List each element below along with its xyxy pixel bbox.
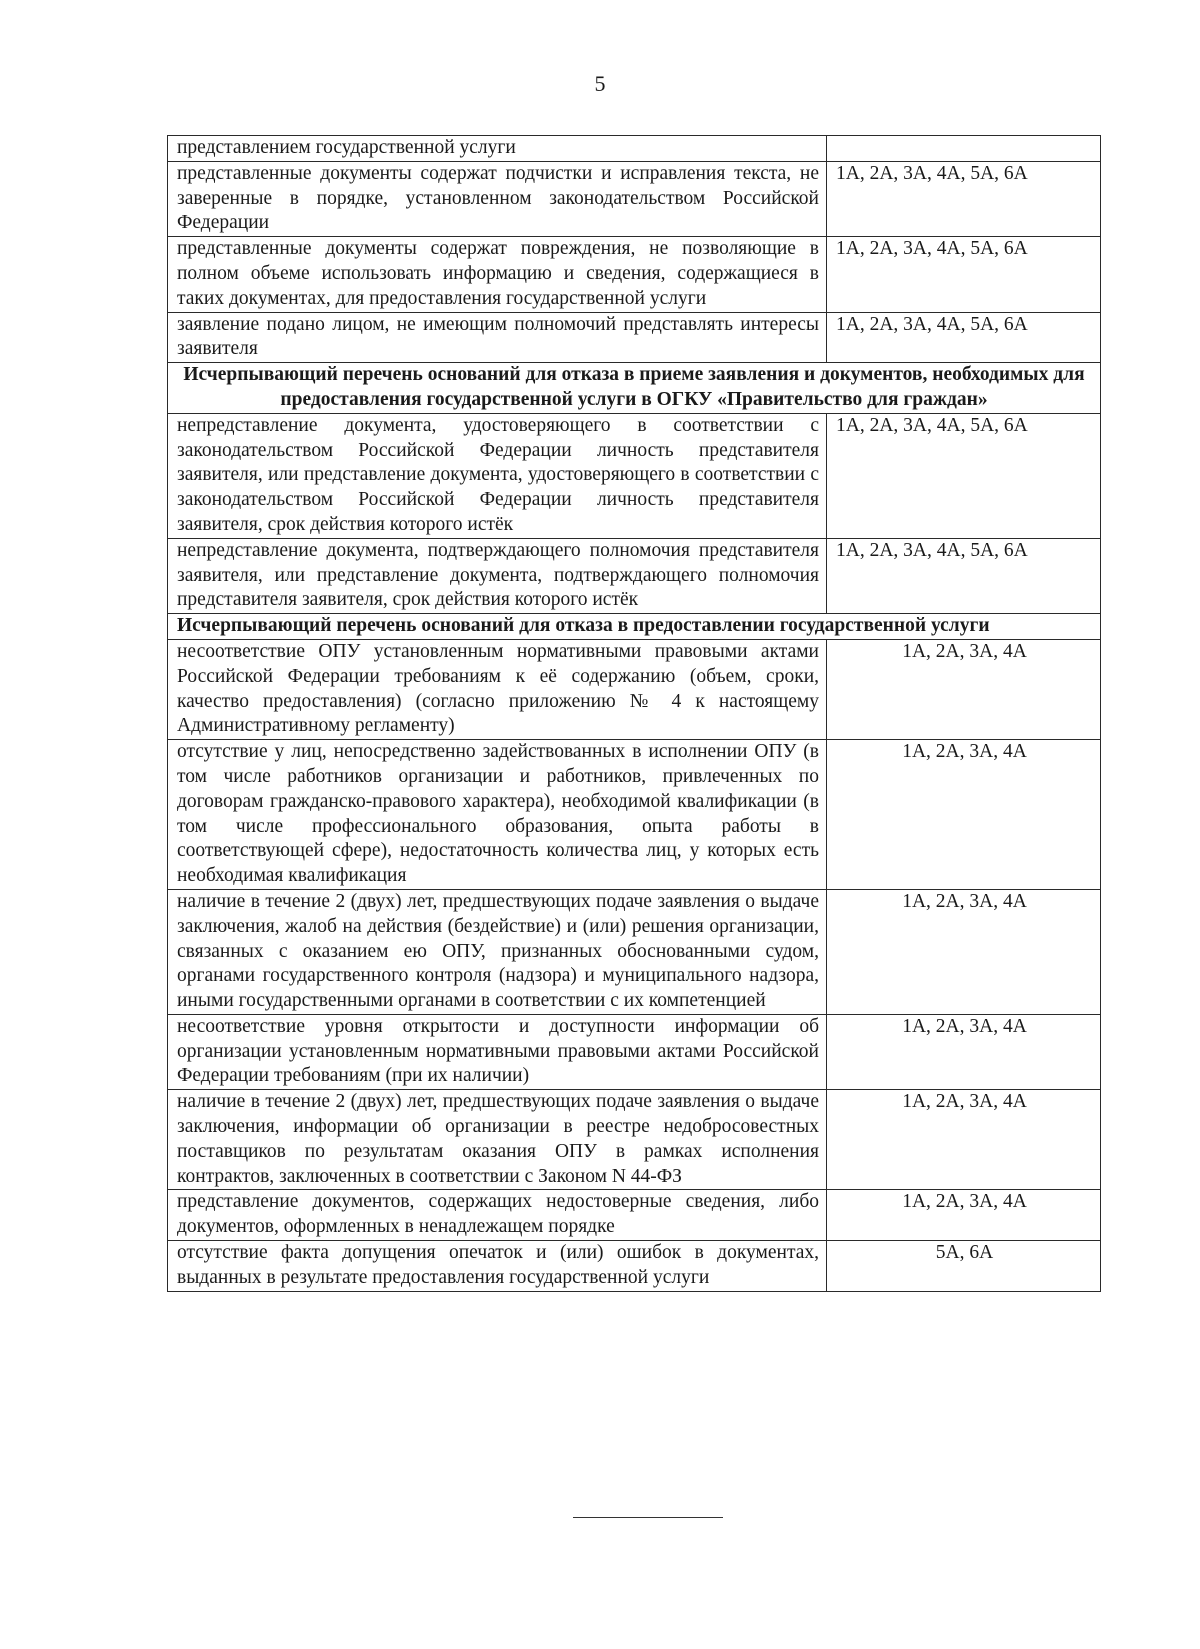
- ground-description: отсутствие факта допущения опечаток и (или) ошибок в документах, выданных в результате предоставления государственной услуги: [168, 1241, 827, 1292]
- section-header-row: [168, 614, 1101, 640]
- ground-description: непредставление документа, подтверждающего полномочия представителя заявителя, или представление документа, подтверждающего полномочия представителя заявителя, срок действия которого истёк: [168, 538, 827, 613]
- applicable-codes: 1А, 2А, 3А, 4А: [827, 1190, 1101, 1241]
- table-row: [168, 1190, 1101, 1241]
- table-row: [168, 161, 1101, 236]
- ground-description: наличие в течение 2 (двух) лет, предшествующих подаче заявления о выдаче заключения, жалоб на действия (бездействие) и (или) решения организации, связанных с оказанием ею ОПУ, признанных обоснованными судом, органами государственного контроля (надзора) и муниципального надзора, иными государственными органами в соответствии с их компетенцией: [168, 889, 827, 1014]
- table-row: [168, 740, 1101, 890]
- applicable-codes: 1А, 2А, 3А, 4А: [827, 639, 1101, 739]
- section-heading: Исчерпывающий перечень оснований для отказа в приеме заявления и документов, необходимых для предоставления государственной услуги в ОГКУ «Правительство для граждан»: [168, 363, 1101, 414]
- ground-description: отсутствие у лиц, непосредственно задействованных в исполнении ОПУ (в том числе работников организации и работников, привлеченных по договорам гражданско-правового характера), необходимой квалификации (в том числе профессионального образования, опыта работы в соответствующей сфере), недостаточность количества лиц, у которых есть необходимая квалификация: [168, 740, 827, 890]
- table-row: [168, 237, 1101, 312]
- applicable-codes: [827, 136, 1101, 162]
- applicable-codes: 1А, 2А, 3А, 4А, 5А, 6А: [827, 312, 1101, 363]
- table-row: [168, 889, 1101, 1014]
- ground-description: заявление подано лицом, не имеющим полномочий представлять интересы заявителя: [168, 312, 827, 363]
- table-row: [168, 1014, 1101, 1089]
- applicable-codes: 1А, 2А, 3А, 4А, 5А, 6А: [827, 237, 1101, 312]
- closing-line: [573, 1517, 723, 1518]
- table-row: [168, 639, 1101, 739]
- table-row: [168, 312, 1101, 363]
- table-row: [168, 1090, 1101, 1190]
- applicable-codes: 1А, 2А, 3А, 4А: [827, 889, 1101, 1014]
- ground-description: несоответствие ОПУ установленным нормативными правовыми актами Российской Федерации требованиям к её содержанию (объем, сроки, качество предоставления) (согласно приложению № 4 к настоящему Административному регламенту): [168, 639, 827, 739]
- table-row: [168, 538, 1101, 613]
- table-row: [168, 1241, 1101, 1292]
- page-number: 5: [594, 71, 606, 96]
- ground-description: непредставление документа, удостоверяющего в соответствии с законодательством Российской Федерации личность представителя заявителя, или представление документа, удостоверяющего в соответствии с законодательством Российской Федерации личность представителя заявителя, срок действия которого истёк: [168, 413, 827, 538]
- refusal-grounds-table: [167, 135, 1101, 1292]
- applicable-codes: 1А, 2А, 3А, 4А: [827, 1014, 1101, 1089]
- ground-description: представлением государственной услуги: [168, 136, 827, 162]
- applicable-codes: 1А, 2А, 3А, 4А: [827, 740, 1101, 890]
- table-row: [168, 136, 1101, 162]
- applicable-codes: 1А, 2А, 3А, 4А, 5А, 6А: [827, 161, 1101, 236]
- applicable-codes: 1А, 2А, 3А, 4А: [827, 1090, 1101, 1190]
- table-row: [168, 413, 1101, 538]
- applicable-codes: 1А, 2А, 3А, 4А, 5А, 6А: [827, 413, 1101, 538]
- section-heading: Исчерпывающий перечень оснований для отказа в предоставлении государственной услуги: [168, 614, 1101, 640]
- applicable-codes: 1А, 2А, 3А, 4А, 5А, 6А: [827, 538, 1101, 613]
- section-header-row: [168, 363, 1101, 414]
- ground-description: представление документов, содержащих недостоверные сведения, либо документов, оформленных в ненадлежащем порядке: [168, 1190, 827, 1241]
- applicable-codes: 5А, 6А: [827, 1241, 1101, 1292]
- ground-description: представленные документы содержат повреждения, не позволяющие в полном объеме использовать информацию и сведения, содержащиеся в таких документах, для предоставления государственной услуги: [168, 237, 827, 312]
- ground-description: несоответствие уровня открытости и доступности информации об организации установленным нормативными правовыми актами Российской Федерации требованиям (при их наличии): [168, 1014, 827, 1089]
- ground-description: наличие в течение 2 (двух) лет, предшествующих подаче заявления о выдаче заключения, информации об организации в реестре недобросовестных поставщиков по результатам оказания ОПУ в рамках исполнения контрактов, заключенных в соответствии с Законом N 44-ФЗ: [168, 1090, 827, 1190]
- ground-description: представленные документы содержат подчистки и исправления текста, не заверенные в порядке, установленном законодательством Российской Федерации: [168, 161, 827, 236]
